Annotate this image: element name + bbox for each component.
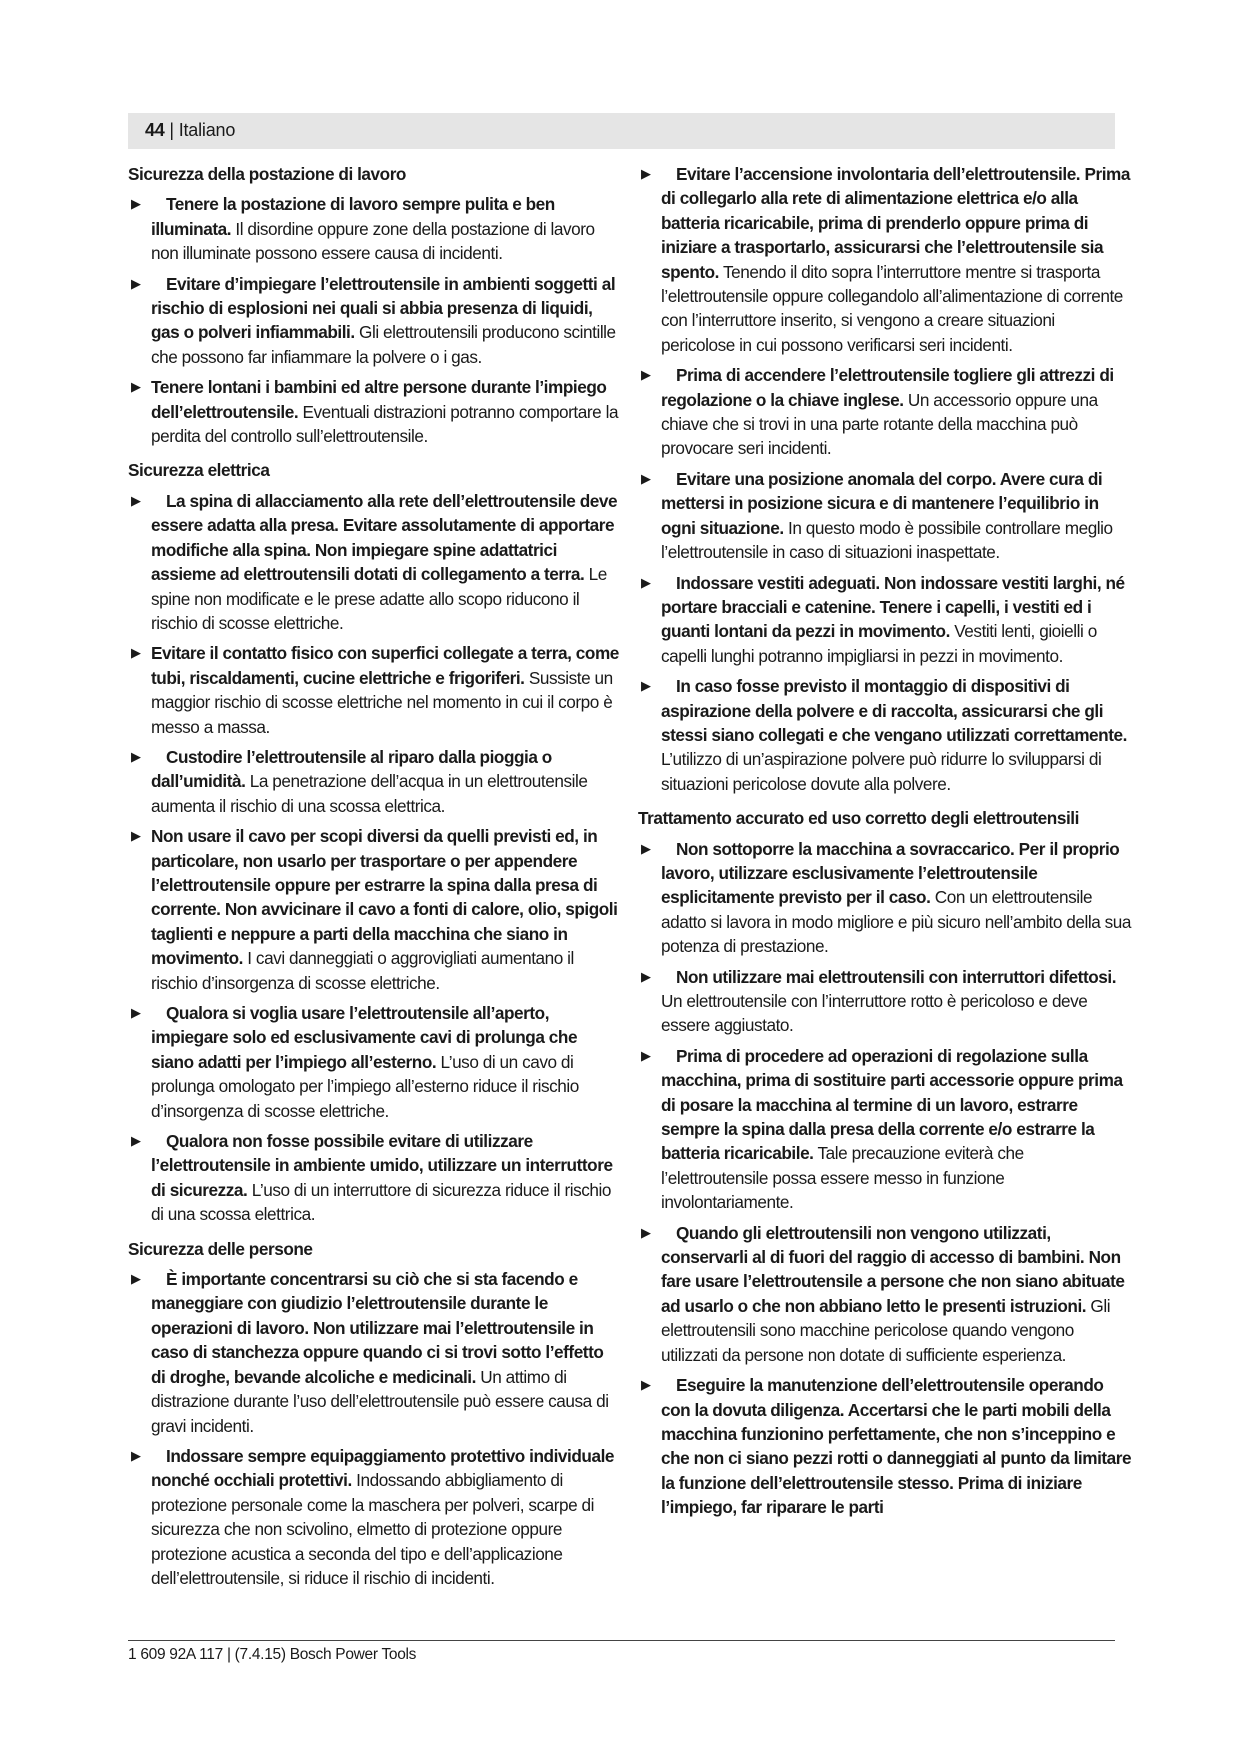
item-lead: Non utilizzare mai elettroutensili con interruttori difettosi.	[676, 966, 1117, 987]
header-separator: |	[164, 120, 179, 140]
list-item	[128, 1444, 622, 1590]
item-text: Le spine non modificate e le prese adatte allo scopo riducono il rischio di scosse elettriche.	[151, 564, 607, 633]
page-footer: 1 609 92A 117 | (7.4.15) Bosch Power Tools	[128, 1646, 417, 1663]
bullet-icon: ▶	[131, 1447, 141, 1463]
item-text: In questo modo è possibile controllare meglio l’elettroutensile in caso di situazioni inaspettate.	[661, 517, 1113, 563]
bullet-icon: ▶	[131, 196, 141, 212]
bullet-icon: ▶	[641, 1224, 651, 1240]
list-item	[638, 1044, 1132, 1215]
item-lead: Non sottoporre la macchina a sovraccarico. Per il proprio lavoro, utilizzare esclusivamente l’elettroutensile esplicitamente previsto per il caso.	[661, 838, 1120, 908]
bullet-icon: ▶	[641, 1377, 651, 1393]
item-text: Sussiste un maggior rischio di scosse elettriche nel momento in cui il corpo è messo a massa.	[151, 667, 613, 737]
bullet-icon: ▶	[131, 645, 141, 661]
item-text: Un attimo di distrazione durante l’uso dell’elettroutensile può essere causa di gravi incidenti.	[151, 1366, 609, 1436]
bullet-icon: ▶	[131, 748, 141, 764]
item-lead: È importante concentrarsi su ciò che si sta facendo e maneggiare con giudizio l’elettroutensile durante le operazioni di lavoro. Non utilizzare mai l’elettroutensile in caso di stanchezza oppure quando ci si trovi sotto l’effetto di droghe, bevande alcoliche e medicinali.	[151, 1269, 604, 1387]
item-text: Un elettroutensile con l’interruttore rotto è pericoloso e deve essere aggiustato.	[661, 991, 1088, 1036]
section-title-personal: Sicurezza delle persone	[128, 1238, 313, 1259]
item-lead: Eseguire la manutenzione dell’elettroutensile operando con la dovuta diligenza. Accertarsi che le parti mobili della macchina funzionino perfettamente, che non s’inceppino e che non ci siano pezzi rotti o danneggiati al punto da limitare la funzione dell’elettroutensile stesso. Prima di iniziare l’impiego, far riparare le parti	[661, 1375, 1132, 1518]
item-text: Gli elettroutensili sono macchine pericolose quando vengono utilizzati da persone non dotate di sufficiente esperienza.	[661, 1295, 1111, 1365]
item-text: L’utilizzo di un’aspirazione polvere può ridurre lo svilupparsi di situazioni pericolose dovute alla polvere.	[661, 749, 1102, 794]
list-item	[638, 363, 1132, 461]
item-lead: Qualora si voglia usare l’elettroutensile all’aperto, impiegare solo ed esclusivamente cavi di prolunga che siano adatti per l’impiego all’esterno.	[151, 1003, 578, 1072]
item-lead: Tenere la postazione di lavoro sempre pulita e ben illuminata.	[151, 194, 555, 239]
section-title-workplace: Sicurezza della postazione di lavoro	[128, 164, 406, 184]
bullet-icon: ▶	[131, 1005, 141, 1020]
item-lead: Non usare il cavo per scopi diversi da quelli previsti ed, in particolare, non usarlo per trasportare o per appendere l’elettroutensile oppure per estrarre la spina dalla presa di corrente. Non avvicinare il cavo a fonti di calore, olio, spigoli taglienti e neppure a parti della macchina che siano in movimento.	[151, 826, 618, 969]
list-item	[128, 489, 622, 635]
item-lead: In caso fosse previsto il montaggio di dispositivi di aspirazione della polvere e di raccolta, assicurarsi che gli stessi siano collegati e che vengano utilizzati correttamente.	[661, 676, 1127, 745]
item-text: Tale precauzione eviterà che l’elettroutensile possa essere messo in funzione involontariamente.	[661, 1143, 1024, 1213]
list-item	[128, 375, 622, 448]
item-text: Indossando abbigliamento di protezione personale come la maschera per polveri, scarpe di sicurezza che non scivolino, elmetto di protezione oppure protezione acustica a seconda del tipo e dell’applicazione dell’elettroutensile, si riduce il rischio di incidenti.	[151, 1470, 595, 1588]
item-text: Gli elettroutensili producono scintille che possono far infiammare la polvere o i gas.	[151, 322, 616, 367]
list-item	[638, 837, 1132, 959]
item-text: La penetrazione dell’acqua in un elettroutensile aumenta il rischio di una scossa elettrica.	[151, 771, 588, 816]
bullet-icon: ▶	[641, 678, 651, 694]
item-lead: Evitare una posizione anomala del corpo. Avere cura di mettersi in posizione sicura e di mantenere l’equilibrio in ogni situazione.	[661, 468, 1103, 538]
item-lead: La spina di allacciamento alla rete dell’elettroutensile deve essere adatta alla presa. Evitare assolutamente di apportare modifiche alla spina. Non impiegare spine adattatrici assieme ad elettroutensili dotati di collegamento a terra.	[151, 490, 618, 585]
bullet-icon: ▶	[641, 1047, 651, 1063]
item-text: L’uso di un cavo di prolunga omologato per l’impiego all’esterno riduce il rischio d’insorgenza di scosse elettriche.	[151, 1051, 579, 1121]
list-item	[638, 1221, 1132, 1367]
item-text: Eventuali distrazioni potranno comportare la perdita del controllo sull’elettroutensile.	[151, 401, 619, 447]
bullet-icon: ▶	[641, 574, 651, 590]
list-item	[128, 272, 622, 370]
item-text: Vestiti lenti, gioielli o capelli lunghi potranno impigliarsi in pezzi in movimento.	[661, 621, 1097, 666]
item-lead: Qualora non fosse possibile evitare di utilizzare l’elettroutensile in ambiente umido, utilizzare un interruttore di sicurezza.	[151, 1131, 613, 1200]
bullet-icon: ▶	[131, 492, 141, 508]
bullet-icon: ▶	[131, 1133, 141, 1149]
item-lead: Indossare sempre equipaggiamento protettivo individuale nonché occhiali protettivi.	[151, 1445, 614, 1491]
item-text: Il disordine oppure zone della postazione di lavoro non illuminate possono essere causa di incidenti.	[151, 218, 595, 264]
bullet-icon: ▶	[641, 367, 651, 383]
item-lead: Indossare vestiti adeguati. Non indossare vestiti larghi, né portare bracciali e catenine. Tenere i capelli, i vestiti ed i guanti lontani da pezzi in movimento.	[661, 572, 1125, 642]
bullet-icon: ▶	[131, 828, 141, 844]
right-column	[638, 162, 1132, 1526]
item-lead: Custodire l’elettroutensile al riparo dalla pioggia o dall’umidità.	[151, 746, 552, 792]
list-item	[128, 1267, 622, 1438]
item-lead: Evitare il contatto fisico con superfici collegate a terra, come tubi, riscaldamenti, cucine elettriche e frigoriferi.	[151, 643, 619, 688]
item-text: L’uso di un interruttore di sicurezza riduce il rischio di una scossa elettrica.	[151, 1179, 611, 1225]
item-lead: Quando gli elettroutensili non vengono utilizzati, conservarli al di fuori del raggio di accesso di bambini. Non fare usare l’elettroutensile a persone che non siano abituate ad usarlo o che non abbiano letto le presenti istruzioni.	[661, 1222, 1125, 1316]
page-number: 44	[145, 120, 165, 140]
list-item	[128, 824, 622, 995]
list-item	[128, 641, 622, 739]
list-item	[638, 571, 1132, 669]
list-item	[128, 1001, 622, 1123]
left-column	[128, 162, 622, 1596]
item-lead: Evitare d’impiegare l’elettroutensile in ambienti soggetti al rischio di esplosioni nei quali si abbia presenza di liquidi, gas o polveri infiammabili.	[151, 273, 616, 343]
item-text: I cavi danneggiati o aggrovigliati aumentano il rischio d’insorgenza di scosse elettriche.	[151, 948, 574, 993]
item-lead: Evitare l’accensione involontaria dell’elettroutensile. Prima di collegarlo alla rete di alimentazione elettrica e/o alla batteria ricaricabile, prima di prenderlo oppure prima di iniziare a trasportarlo, assicurarsi che l’elettroutensile sia spento.	[661, 164, 1130, 282]
bullet-icon: ▶	[641, 470, 651, 486]
section-title-tool-care: Trattamento accurato ed uso corretto degli elettroutensili	[638, 808, 1079, 829]
list-item	[638, 965, 1132, 1038]
header-language: Italiano	[178, 120, 236, 140]
list-item	[638, 674, 1132, 796]
item-lead: Prima di accendere l’elettroutensile togliere gli attrezzi di regolazione o la chiave inglese.	[661, 365, 1114, 410]
bullet-icon: ▶	[641, 968, 651, 984]
bullet-icon: ▶	[131, 275, 141, 291]
list-item	[638, 467, 1132, 565]
item-lead: Prima di procedere ad operazioni di regolazione sulla macchina, prima di sostituire parti accessorie oppure prima di posare la macchina al termine di un lavoro, estrarre sempre la spina dalla presa della corrente e/o estrarre la batteria ricaricabile.	[661, 1045, 1123, 1164]
item-text: Tenendo il dito sopra l’interruttore mentre si trasporta l’elettroutensile oppure collegandolo all’alimentazione di corrente con l’interruttore inserito, si vengono a creare situazioni pericolose in cui possono verificarsi seri incidenti.	[661, 261, 1123, 355]
list-item	[128, 745, 622, 818]
list-item	[638, 1373, 1132, 1519]
page-header	[145, 119, 235, 141]
list-item	[638, 162, 1132, 357]
bullet-icon: ▶	[131, 1271, 141, 1287]
item-text: Un accessorio oppure una chiave che si trovi in una parte rotante della macchina può provocare seri incidenti.	[661, 389, 1098, 459]
page-header-bar	[128, 113, 1115, 149]
bullet-icon: ▶	[131, 379, 141, 395]
list-item	[128, 1129, 622, 1227]
bullet-icon: ▶	[641, 166, 651, 181]
section-title-electrical: Sicurezza elettrica	[128, 460, 270, 481]
bullet-icon: ▶	[641, 840, 651, 856]
item-text: Con un elettroutensile adatto si lavora in modo migliore e più sicuro nell’ambito della sua potenza di prestazione.	[661, 887, 1132, 957]
list-item	[128, 192, 622, 265]
footer-rule	[128, 1640, 1115, 1641]
item-lead: Tenere lontani i bambini ed altre persone durante l’impiego dell’elettroutensile.	[151, 377, 607, 422]
